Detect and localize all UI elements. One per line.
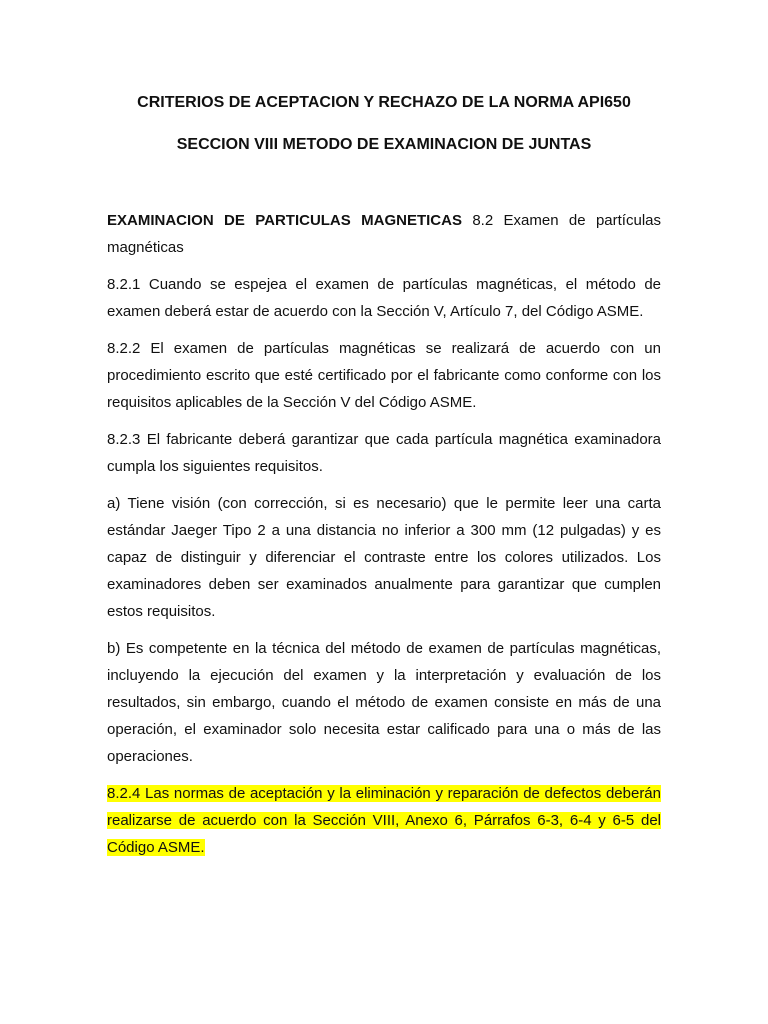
paragraph-item-b: b) Es competente en la técnica del método de examen de partículas magnéticas, incluyendo la ejecución del examen y la interpretación y evaluación de los resultados, sin embargo, cuando el método de examen consiste en más de una operación, el examinador solo necesita estar calificado para una o más de las operaciones. xyxy=(107,640,661,765)
document-title: CRITERIOS DE ACEPTACION Y RECHAZO DE LA NORMA API650 xyxy=(137,94,631,111)
highlighted-text: 8.2.4 Las normas de aceptación y la eliminación y reparación de defectos deberán realizarse de acuerdo con la Sección VIII, Anexo 6, Párrafos 6-3, 6-4 y 6-5 del Código ASME. xyxy=(107,785,661,856)
paragraph-8-2-4 xyxy=(107,780,661,861)
paragraph-8-2-3: 8.2.3 El fabricante deberá garantizar que cada partícula magnética examinadora cumpla los siguientes requisitos. xyxy=(107,431,661,475)
section-heading-rest: 8.2 Examen de partículas magnéticas xyxy=(107,212,661,256)
paragraph-item-a: a) Tiene visión (con corrección, si es necesario) que le permite leer una carta estándar Jaeger Tipo 2 a una distancia no inferior a 300 mm (12 pulgadas) y es capaz de distinguir y diferenciar el contraste entre los colores utilizados. Los examinadores deben ser examinados anualmente para garantizar que cumplen estos requisitos. xyxy=(107,495,661,620)
paragraph-8-2-1: 8.2.1 Cuando se espejea el examen de partículas magnéticas, el método de examen deberá estar de acuerdo con la Sección V, Artículo 7, del Código ASME. xyxy=(107,276,661,320)
document-subtitle: SECCION VIII METODO DE EXAMINACION DE JUNTAS xyxy=(176,136,592,153)
paragraph-8-2-2: 8.2.2 El examen de partículas magnéticas se realizará de acuerdo con un procedimiento escrito que esté certificado por el fabricante como conforme con los requisitos aplicables de la Sección V del Código ASME. xyxy=(107,340,661,411)
document-body xyxy=(107,207,661,871)
section-heading: EXAMINACION DE PARTICULAS MAGNETICAS xyxy=(107,212,462,229)
section-intro-paragraph xyxy=(107,207,661,261)
